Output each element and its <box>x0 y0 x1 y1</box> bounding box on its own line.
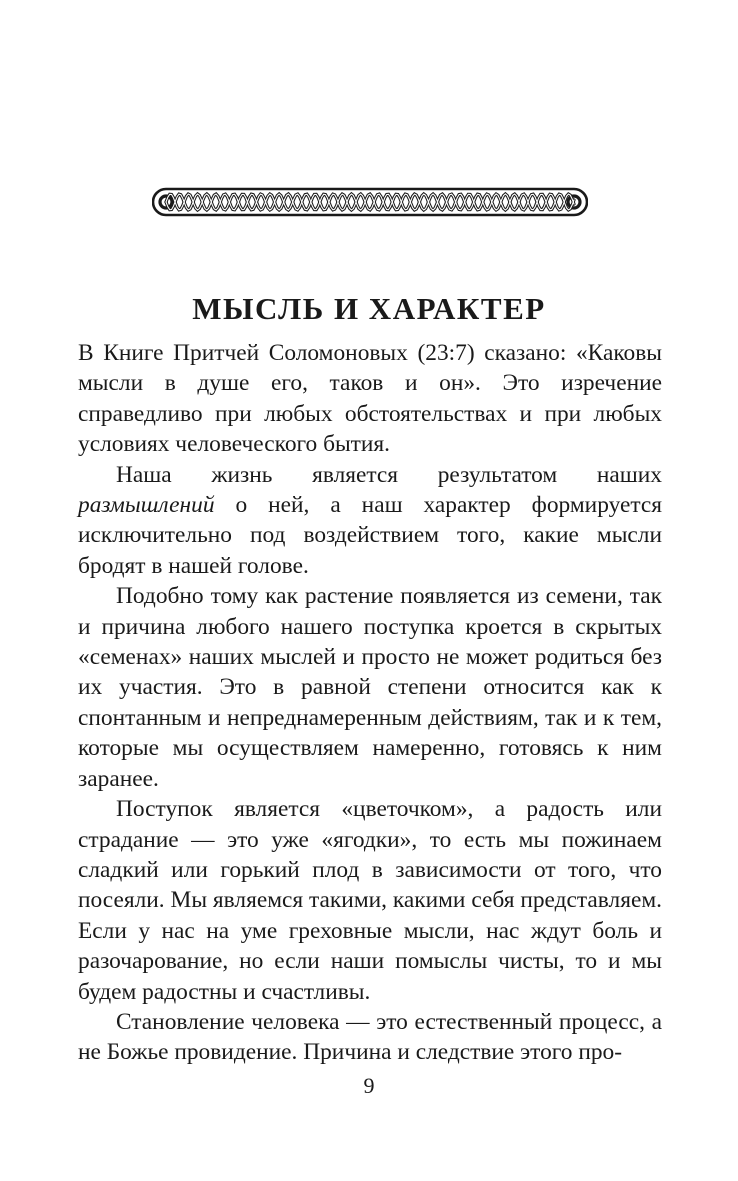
paragraph-1: В Книге Притчей Соломоновых (23:7) сказано: «Каковы мысли в душе его, таков и он». Это изречение справедливо при любых обстоятельствах и при любых условиях человеческого бытия. <box>78 340 662 458</box>
chapter-body <box>78 338 662 1068</box>
paragraph-2-emphasis: размышлений <box>78 492 215 519</box>
page-number: 9 <box>363 1073 375 1098</box>
paragraph-2-start: Наша жизнь является результатом наших <box>116 461 662 488</box>
paragraph-2 <box>78 460 662 582</box>
chapter-title: МЫСЛЬ И ХАРАКТЕР <box>192 291 546 326</box>
braided-ornament-icon <box>152 186 588 218</box>
paragraph-3: Подобно тому как растение появляется из семени, так и причина любого нашего поступка кроется в скрытых «семенах» наших мыслей и просто не может родиться без их участия. Это в равной степени относится как к спонтанным и непреднамеренным действиям, так и к тем, которые мы осуществляем намеренно, готовясь к ним заранее. <box>78 583 662 792</box>
paragraph-5: Становление человека — это естественный процесс, а не Божье провидение. Причина и следствие этого про- <box>78 1008 662 1066</box>
paragraph-2-end: о ней, а наш характер формируется исключительно под воздействием того, какие мысли бродят в нашей голове. <box>78 492 662 579</box>
paragraph-4: Поступок является «цветочком», а радость или страдание — это уже «ягодки», то есть мы пожинаем сладкий или горький плод в зависимости от того, что посеяли. Мы являемся такими, какими себя представляем. Если у нас на уме греховные мысли, нас ждут боль и разочарование, но если наши помыслы чисты, то и мы будем радостны и счастливы. <box>78 796 662 1005</box>
